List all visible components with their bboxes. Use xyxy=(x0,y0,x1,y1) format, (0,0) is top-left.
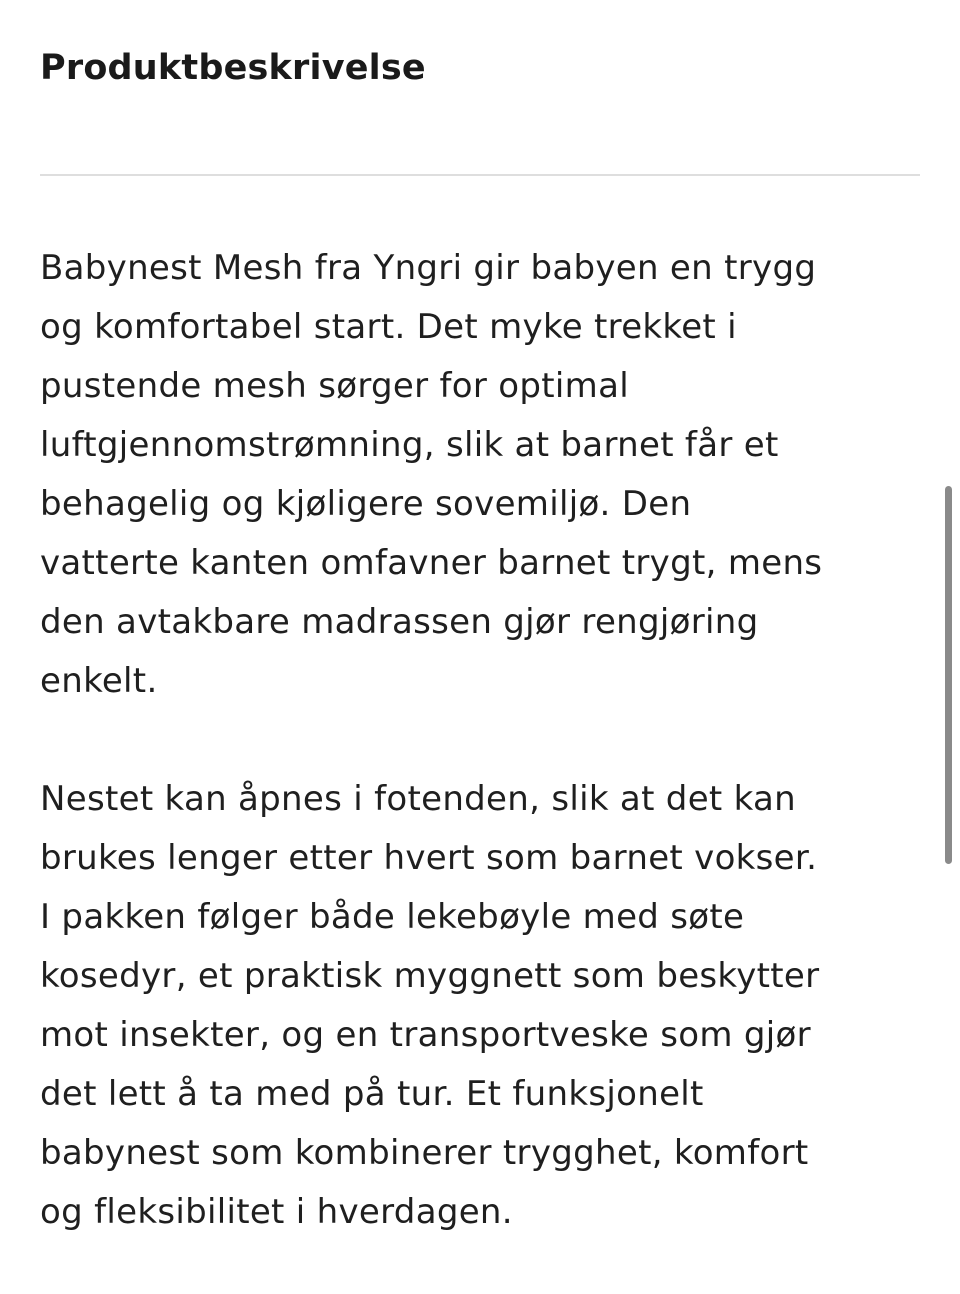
text-line: Babynest Mesh fra Yngri gir babyen en trygg xyxy=(40,248,817,288)
text-line: mot insekter, og en transportveske som gjør xyxy=(40,1015,811,1055)
section-divider xyxy=(40,174,920,176)
text-line: babynest som kombinerer trygghet, komfort xyxy=(40,1133,809,1173)
description-paragraph-1 xyxy=(40,239,920,711)
section-heading: Produktbeskrivelse xyxy=(40,48,426,88)
description-paragraph-2 xyxy=(40,770,920,1242)
text-line: enkelt. xyxy=(40,661,158,701)
scrollbar-thumb[interactable] xyxy=(945,486,952,864)
text-line: pustende mesh sørger for optimal xyxy=(40,366,629,406)
text-line: den avtakbare madrassen gjør rengjøring xyxy=(40,602,759,642)
text-line: og fleksibilitet i hverdagen. xyxy=(40,1192,513,1232)
text-line: kosedyr, et praktisk myggnett som beskytter xyxy=(40,956,820,996)
text-line: og komfortabel start. Det myke trekket i xyxy=(40,307,737,347)
text-line: behagelig og kjøligere sovemiljø. Den xyxy=(40,484,692,524)
text-line: det lett å ta med på tur. Et funksjonelt xyxy=(40,1074,704,1114)
text-line: I pakken følger både lekebøyle med søte xyxy=(40,897,745,937)
text-line: Nestet kan åpnes i fotenden, slik at det kan xyxy=(40,779,797,819)
paragraph-spacer xyxy=(40,711,920,770)
text-line: brukes lenger etter hvert som barnet vokser. xyxy=(40,838,818,878)
description-text xyxy=(40,239,920,1242)
text-line: vatterte kanten omfavner barnet trygt, mens xyxy=(40,543,823,583)
text-line: luftgjennomstrømning, slik at barnet får et xyxy=(40,425,779,465)
